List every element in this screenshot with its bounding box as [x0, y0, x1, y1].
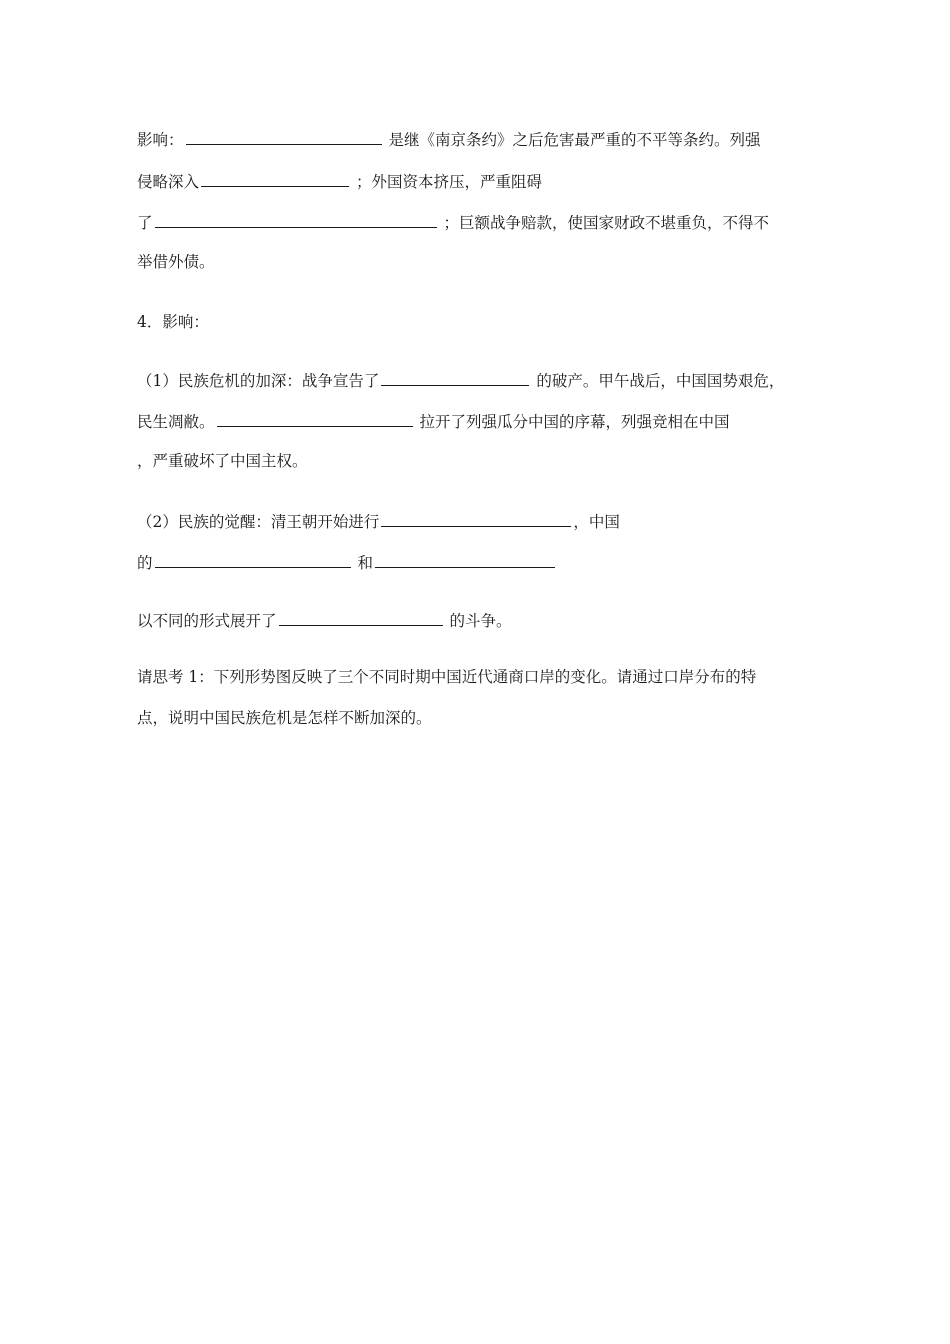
obstruct-blank[interactable] [155, 211, 437, 228]
crisis-prefix: （1）民族危机的加深：战争宣告了 [137, 372, 380, 390]
of-prefix: 的 [137, 554, 153, 572]
obstruct-text: ；巨额战争赔款，使国家财政不堪重负，不得不 [443, 214, 769, 232]
invasion-text: ；外国资本挤压，严重阻碍 [355, 173, 542, 191]
people-line [137, 410, 729, 432]
struggle-blank[interactable] [279, 609, 443, 626]
invasion-blank[interactable] [201, 170, 349, 187]
impact-label: 影响： [137, 131, 184, 149]
awakening-line [137, 510, 620, 532]
crisis-text: 的破产。甲午战后，中国国势艰危， [536, 372, 785, 390]
people-text: 拉开了列强瓜分中国的序幕，列强竞相在中国 [419, 413, 730, 431]
impact-line [137, 128, 760, 150]
struggle-prefix: 以不同的形式展开了 [137, 612, 277, 630]
awakening-prefix: （2）民族的觉醒：清王朝开始进行 [137, 513, 380, 531]
obstruct-prefix: 了 [137, 214, 153, 232]
section-4-heading: 4．影响： [137, 313, 209, 331]
struggle-text: 的斗争。 [449, 612, 512, 630]
people-blank[interactable] [217, 410, 413, 427]
awakening-text: ，中国 [573, 513, 620, 531]
crisis-line [137, 369, 784, 391]
crisis-blank[interactable] [381, 369, 529, 386]
people-prefix: 民生凋敝。 [137, 413, 215, 431]
impact-blank[interactable] [186, 128, 382, 145]
think-line-2: 点，说明中国民族危机是怎样不断加深的。 [137, 709, 432, 727]
invasion-line [137, 170, 542, 192]
invasion-prefix: 侵略深入 [137, 173, 200, 191]
obstruct-line [137, 211, 769, 233]
impact-text: 是继《南京条约》之后危害最严重的不平等条约。列强 [388, 131, 761, 149]
struggle-line [137, 609, 511, 631]
sovereignty-line: ，严重破坏了中国主权。 [137, 452, 308, 470]
foreign-debt-line: 举借外债。 [137, 253, 215, 271]
think-line-1: 请思考 1：下列形势图反映了三个不同时期中国近代通商口岸的变化。请通过口岸分布的特 [137, 668, 757, 686]
of-blank-1[interactable] [155, 551, 351, 568]
of-line [137, 551, 557, 573]
awakening-blank[interactable] [381, 510, 571, 527]
of-blank-2[interactable] [375, 551, 555, 568]
and-word: 和 [357, 554, 373, 572]
